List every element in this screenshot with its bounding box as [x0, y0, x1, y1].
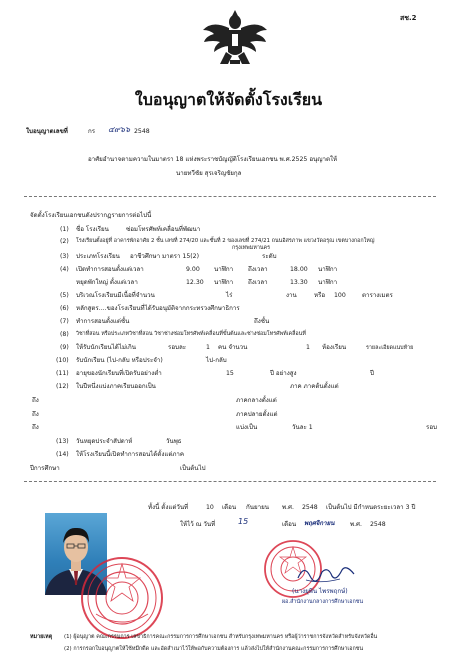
issued-be: พ.ศ. [282, 504, 294, 511]
item-10-text: รับนักเรียน (ไป-กลับ หรือประจำ) [76, 357, 163, 364]
item-4b-unit: นาฬิกา [214, 279, 234, 286]
item-9-rooms-unit: ห้องเรียน [322, 344, 347, 351]
item-13-num: (13) [56, 438, 69, 445]
item-5-or: หรือ [314, 292, 326, 299]
item-12-label: ในปีหนึ่งแบ่งภาคเรียนออกเป็น [76, 383, 156, 390]
item-7-num: (7) [60, 318, 69, 325]
item-8-text: วิชาที่สอน หรือประเภทวิชาที่สอน วิชาช่างซ่อมโทรศัพท์เคลื่อนที่ขั้นต้นและช่างซ่อมโทรศัพท์เคลื่อนที่ [76, 331, 306, 337]
remarks-label: หมายเหตุ [30, 634, 53, 640]
issued-month: กันยายน [246, 504, 269, 511]
license-label: ใบอนุญาตเลขที่ [26, 128, 68, 135]
separator-2 [24, 481, 436, 482]
item-9-num: (9) [60, 344, 69, 351]
item-7-to: ถึงชั้น [254, 318, 270, 325]
item-5-num: (5) [60, 292, 69, 299]
item-9-count: 1 [206, 344, 210, 351]
separator [24, 196, 436, 197]
item-3-num: (3) [60, 253, 69, 260]
item-6-text: หลักสูตร....ของโรงเรียนที่ได้รับอนุมัติจากกระทรวงศึกษาธิการ [76, 305, 240, 312]
item-4b-to: 13.30 [290, 279, 308, 286]
signed-year: 2548 [370, 521, 386, 528]
row2-a: ถึง [32, 411, 39, 418]
signed-day: 15 [238, 517, 249, 526]
item-6-num: (6) [60, 305, 69, 312]
issued-year: 2548 [302, 504, 318, 511]
year-row-b: เป็นต้นไป [180, 465, 206, 472]
issued-day: 10 [206, 504, 214, 511]
signed-label: ให้ไว้ ณ วันที่ [180, 521, 216, 528]
item-7-label: ทำการสอนตั้งแต่ชั้น [76, 318, 130, 325]
license-year: 2548 [134, 128, 150, 135]
form-code: สช.2 [400, 14, 417, 22]
item-4-to-label: ถึงเวลา [248, 266, 268, 273]
item-2-text: โรงเรียนตั้งอยู่ที่ อาคารพักอาศัย 2 ชั้น เลขที่ 274/20 และชั้นที่ 2 ของเลขที่ 274/21 ถนนอิสรภาพ แขวงวัดอรุณ เขตบางกอกใหญ่ [76, 238, 375, 244]
item-2-num: (2) [60, 238, 69, 245]
row1-b: ภาคกลางตั้งแต่ [236, 397, 277, 404]
item-1-label: ชื่อ โรงเรียน [76, 226, 109, 233]
item-14-text: ให้โรงเรียนนี้เปิดทำการสอนได้ตั้งแต่ภาค [76, 451, 185, 458]
item-11-unit: ปี อย่างสูง [270, 370, 297, 377]
row3-a: ถึง [32, 424, 39, 431]
official-seal-left-icon [78, 554, 166, 642]
signed-month: พฤศจิกายน [304, 520, 335, 527]
item-11-unit2: ปี [370, 370, 374, 377]
item-10-value: ไป-กลับ [206, 357, 227, 364]
grantee-name: นายทวีชัย สุรเจริญชัยกุล [176, 170, 242, 177]
item-11-num: (11) [56, 370, 69, 377]
signed-month-label: เดือน [282, 521, 297, 528]
item-4-to: 18.00 [290, 266, 308, 273]
remark-1: (1) ผู้อนุญาต คณะกรรมการ เลขาธิการคณะกรรมการการศึกษาเอกชน สำหรับกรุงเทพมหานคร หรือผู้ว่าราชการจังหวัดสำหรับจังหวัดอื่น [64, 634, 378, 640]
item-3-level: ระดับ [262, 253, 277, 260]
item-11-label: อายุของนักเรียนที่เปิดรับอย่างต่ำ [76, 370, 162, 377]
item-2-sub: กรุงเทพมหานคร [232, 245, 271, 251]
item-4b-to-label: ถึงเวลา [248, 279, 268, 286]
item-4-num: (4) [60, 266, 69, 273]
license-prefix: กร [88, 128, 96, 135]
item-4-unit2: นาฬิกา [318, 266, 338, 273]
item-5-unit: ตารางเมตร [362, 292, 393, 299]
item-9-cls: คน จำนวน [218, 344, 248, 351]
intro-text: จัดตั้งโรงเรียนเอกชนดังปรากฏรายการต่อไปนี้ [30, 212, 152, 219]
issued-label: ทั้งนี้ ตั้งแต่วันที่ [148, 504, 189, 511]
item-3-value: อาชีวศึกษา มาตรา 15(2) [130, 253, 200, 260]
row1-a: ถึง [32, 397, 39, 404]
item-13-value: วันพุธ [166, 438, 182, 445]
signatory-name: (นางยุพิน ไพรพฤกษ์) [292, 588, 348, 595]
remark-2: (2) การกรอกใบอนุญาตให้ใช้หมึกดีด และอัดสำเนาไว้ให้พอกับความต้องการ แล้วส่งไปให้สำนักงานคณะกรรมการการศึกษาเอกชน [64, 646, 364, 652]
license-number: ๔๙๖๖ [108, 125, 131, 134]
preamble-text: อาศัยอำนาจตามความในมาตรา 18 แห่งพระราชบัญญัติโรงเรียนเอกชน พ.ศ.2525 อนุญาตให้ [88, 156, 338, 163]
item-9-rooms: 1 [306, 344, 310, 351]
signed-be: พ.ศ. [350, 521, 362, 528]
item-3-label: ประเภทโรงเรียน [76, 253, 120, 260]
handwritten-signature-icon [296, 560, 356, 586]
item-1-value: ซ่อมโทรศัพท์เคลื่อนที่พัฒนา [126, 226, 201, 233]
item-4-label: เปิดทำการสอนตั้งแต่เวลา [76, 266, 144, 273]
item-1-num: (1) [60, 226, 69, 233]
item-5-label: บริเวณโรงเรียนมีเนื้อที่จำนวน [76, 292, 155, 299]
item-8-num: (8) [60, 331, 69, 338]
row3-d: รอบ [426, 424, 437, 431]
page-title: ใบอนุญาตให้จัดตั้งโรงเรียน [134, 90, 323, 109]
row3-b: แบ่งเป็น [236, 424, 258, 431]
item-12-num: (12) [56, 383, 69, 390]
item-10-num: (10) [56, 357, 69, 364]
item-13-label: วันหยุดประจำสัปดาห์ [76, 438, 133, 445]
row3-c: วันละ 1 [292, 424, 313, 431]
item-9-label: ให้รับนักเรียนได้ไม่เกิน [76, 344, 137, 351]
issued-valid: เป็นต้นไป มีกำหนดระยะเวลา 3 ปี [326, 504, 416, 511]
year-row-a: ปีการศึกษา [30, 465, 60, 472]
issued-month-label: เดือน [222, 504, 237, 511]
signatory-title: ผอ.สำนักงานกลางการศึกษาเอกชน [282, 599, 364, 605]
item-5-rai: ไร่ [226, 292, 233, 299]
item-4b-unit2: นาฬิกา [318, 279, 338, 286]
item-4-unit: นาฬิกา [214, 266, 234, 273]
item-12-unit: ภาค ภาคต้นตั้งแต่ [290, 383, 339, 390]
garuda-emblem-icon [200, 6, 270, 70]
item-9-per: รอบละ [168, 344, 187, 351]
item-11-value: 15 [226, 370, 234, 377]
item-4b-from: 12.30 [186, 279, 204, 286]
item-4b-label: หยุดพักใหญ่ ตั้งแต่เวลา [76, 279, 138, 286]
row2-b: ภาคปลายตั้งแต่ [236, 411, 278, 418]
item-14-num: (14) [56, 451, 69, 458]
item-9-note: รายละเอียดแนบท้าย [366, 345, 414, 351]
item-5-area: 100 [334, 292, 346, 299]
item-5-ngan: งาน [286, 292, 297, 299]
item-4-from: 9.00 [186, 266, 200, 273]
